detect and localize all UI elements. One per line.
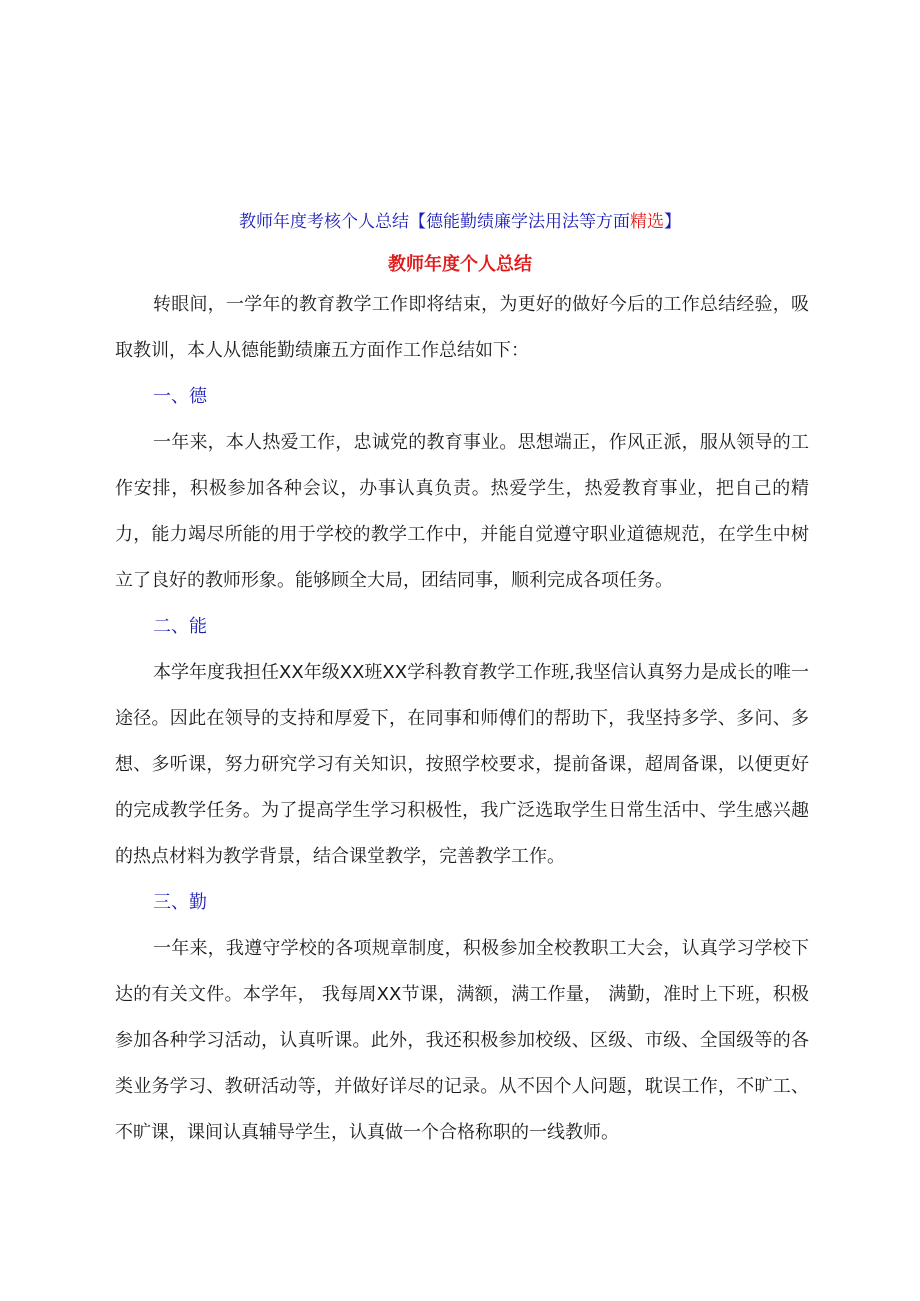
- document-title-end: 】: [664, 212, 681, 232]
- section-paragraph-neng: 本学年度我担任XX年级XX班XX学科教育教学工作班,我坚信认真努力是成长的唯一途径。因此在领导的支持和厚爱下，在同事和师傅们的帮助下，我坚持多学、多问、多想、多听课，努力研究学习有关知识，按照学校要求，提前备课，超周备课，以便更好的完成教学任务。为了提高学生学习积极性，我广泛选取学生日常生活中、学生感兴趣的热点材料为教学背景，结合课堂教学，完善教学工作。: [115, 662, 809, 867]
- section-paragraph-de: 一年来，本人热爱工作，忠诚党的教育事业。思想端正，作风正派，服从领导的工作安排，积极参加各种会议，办事认真负责。热爱学生，热爱教育事业，把自己的精力，能力竭尽所能的用于学校的教学工作中，并能自觉遵守职业道德规范，在学生中树立了良好的教师形象。能够顾全大局，团结同事，顺利完成各项任务。: [115, 432, 809, 591]
- document-subtitle: 教师年度个人总结: [388, 254, 532, 275]
- document-title-main: 教师年度考核个人总结【德能勤绩廉学法用法等方面: [239, 212, 630, 232]
- section-paragraph-qin: 一年来，我遵守学校的各项规章制度，积极参加全校教职工大会，认真学习学校下达的有关文件。本学年， 我每周XX节课，满额，满工作量， 满勤，准时上下班，积极参加各种学习活动，认真听课。此外，我还积极参加校级、区级、市级、全国级等的各类业务学习、教研活动等，并做好详尽的记录。从不因个人问题，耽误工作，不旷工、不旷课，课间认真辅导学生，认真做一个合格称职的一线教师。: [115, 938, 809, 1143]
- section-heading-de: 一、德: [153, 386, 207, 407]
- intro-paragraph: 转眼间，一学年的教育教学工作即将结束，为更好的做好今后的工作总结经验，吸取教训，本人从德能勤绩廉五方面作工作总结如下：: [115, 294, 809, 361]
- section-heading-neng: 二、能: [153, 616, 207, 637]
- section-heading-qin: 三、勤: [153, 892, 207, 913]
- document-body: [115, 282, 809, 1156]
- document-title-highlight: 精选: [630, 212, 664, 232]
- document-title: [0, 208, 920, 236]
